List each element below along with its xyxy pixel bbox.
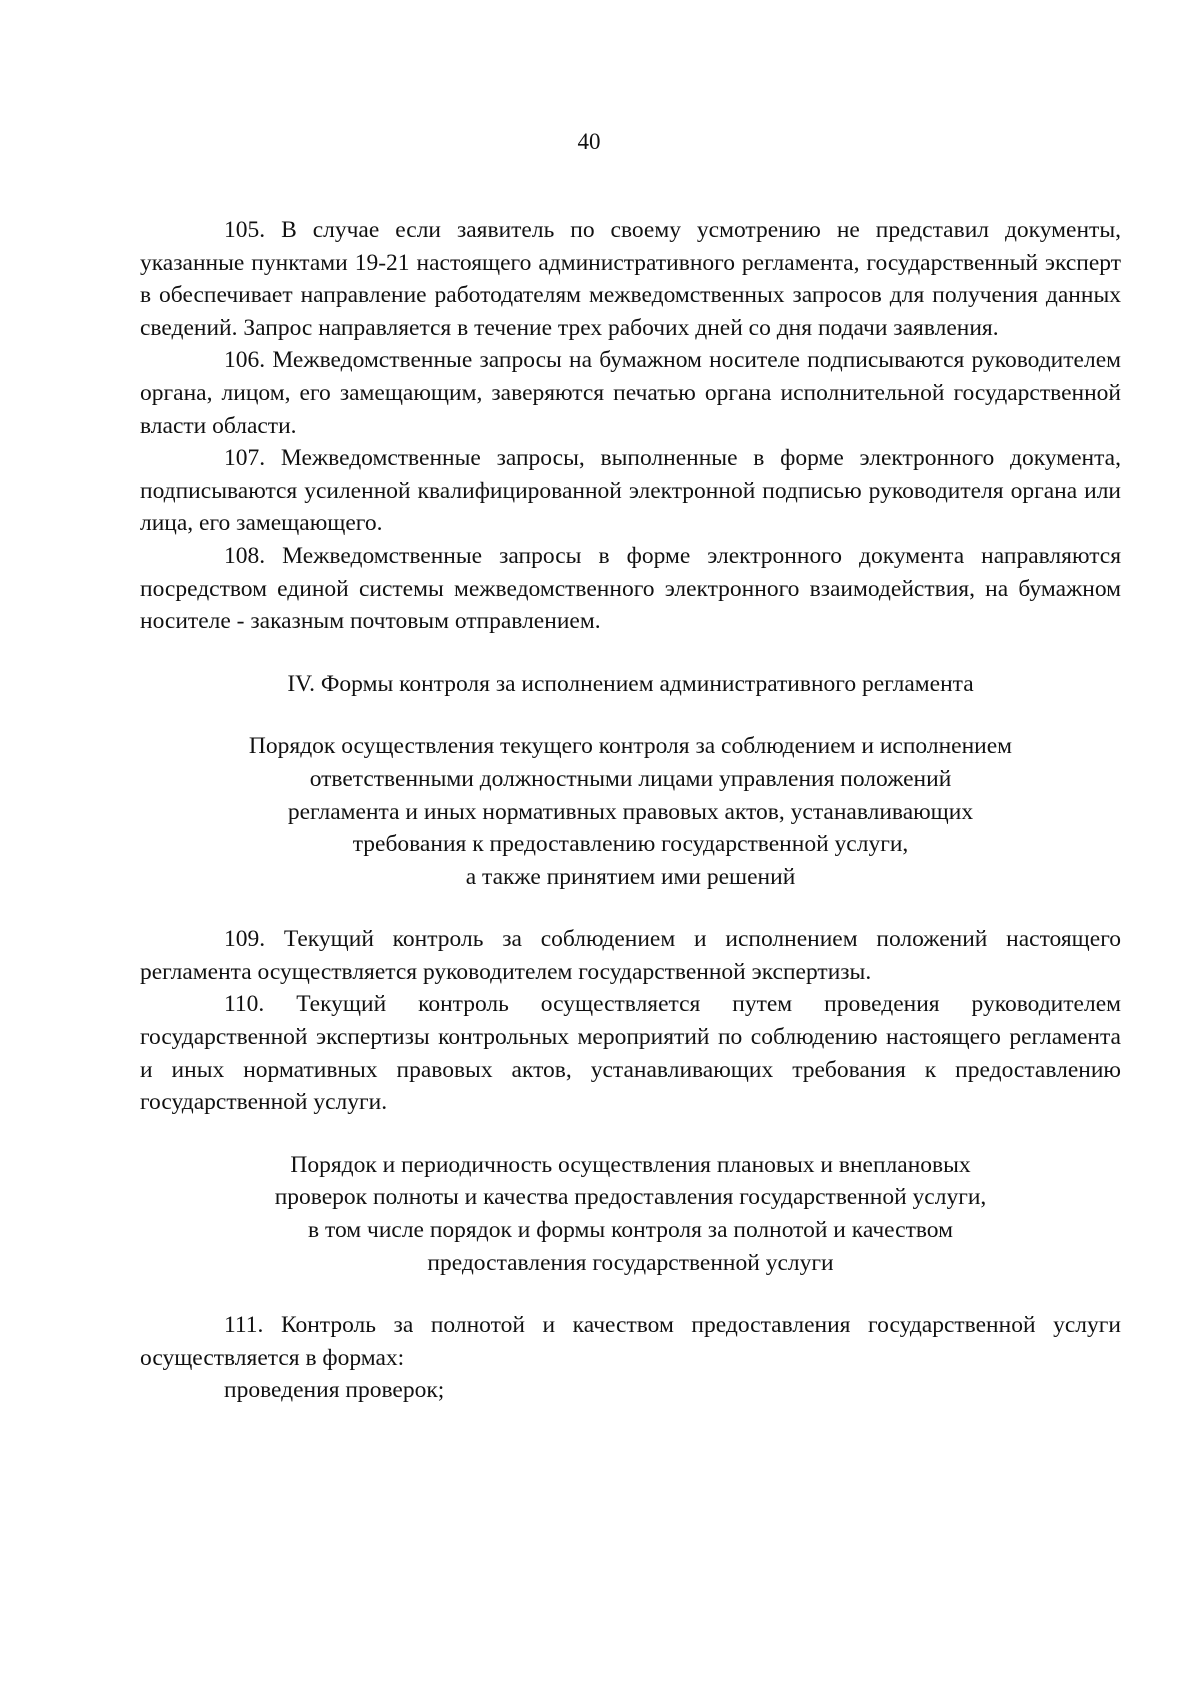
paragraph-108: 108. Межведомственные запросы в форме электронного документа направляются посредством единой системы межведомственного электронного взаимодействия, на бумажном носителе - заказным почтовым отправлением. <box>140 542 1121 635</box>
paragraph-105: 105. В случае если заявитель по своему усмотрению не представил документы, указанные пунктами 19-21 настоящего административного регламента, государственный эксперт в обеспечивает направление работодателям межведомственных запросов для получения данных сведений. Запрос направляется в течение трех рабочих дней со дня подачи заявления. <box>140 217 1121 341</box>
subheading-line: ответственными должностными лицами управления положений <box>309 765 952 792</box>
paragraph-106: 106. Межведомственные запросы на бумажном носителе подписываются руководителем органа, лицом, его замещающим, заверяются печатью органа исполнительной государственной власти области. <box>140 347 1121 439</box>
subheading-line: регламента и иных нормативных правовых актов, устанавливающих <box>287 798 974 825</box>
document-body <box>140 214 1121 1407</box>
subheading-line: требования к предоставлению государственной услуги, <box>352 831 909 858</box>
subheading-inspections <box>140 1149 1121 1279</box>
paragraph-109: 109. Текущий контроль за соблюдением и исполнением положений настоящего регламента осуществляется руководителем государственной экспертизы. <box>140 926 1121 985</box>
paragraph-110: 110. Текущий контроль осуществляется путем проведения руководителем государственной экспертизы контрольных мероприятий по соблюдению настоящего регламента и иных нормативных правовых актов, устанавливающих требования к предоставлению государственной услуги. <box>140 991 1121 1116</box>
subheading-line: а также принятием ими решений <box>465 863 796 890</box>
subheading-line: предоставления государственной услуги <box>427 1249 834 1276</box>
subheading-line: в том числе порядок и формы контроля за полнотой и качеством <box>308 1217 953 1244</box>
paragraph-111: 111. Контроль за полнотой и качеством предоставления государственной услуги осуществляется в формах: <box>140 1312 1121 1371</box>
paragraph-107: 107. Межведомственные запросы, выполненные в форме электронного документа, подписываются усиленной квалифицированной электронной подписью руководителя органа или лица, его замещающего. <box>140 445 1121 537</box>
page-number: 40 <box>577 129 601 154</box>
subheading-current-control <box>140 730 1121 893</box>
section-heading: IV. Формы контроля за исполнением административного регламента <box>287 670 974 697</box>
subheading-line: Порядок осуществления текущего контроля за соблюдением и исполнением <box>248 733 1013 760</box>
subheading-line: проверок полноты и качества предоставления государственной услуги, <box>274 1184 987 1211</box>
list-item: проведения проверок; <box>224 1377 445 1404</box>
subheading-line: Порядок и периодичность осуществления плановых и внеплановых <box>290 1151 971 1178</box>
